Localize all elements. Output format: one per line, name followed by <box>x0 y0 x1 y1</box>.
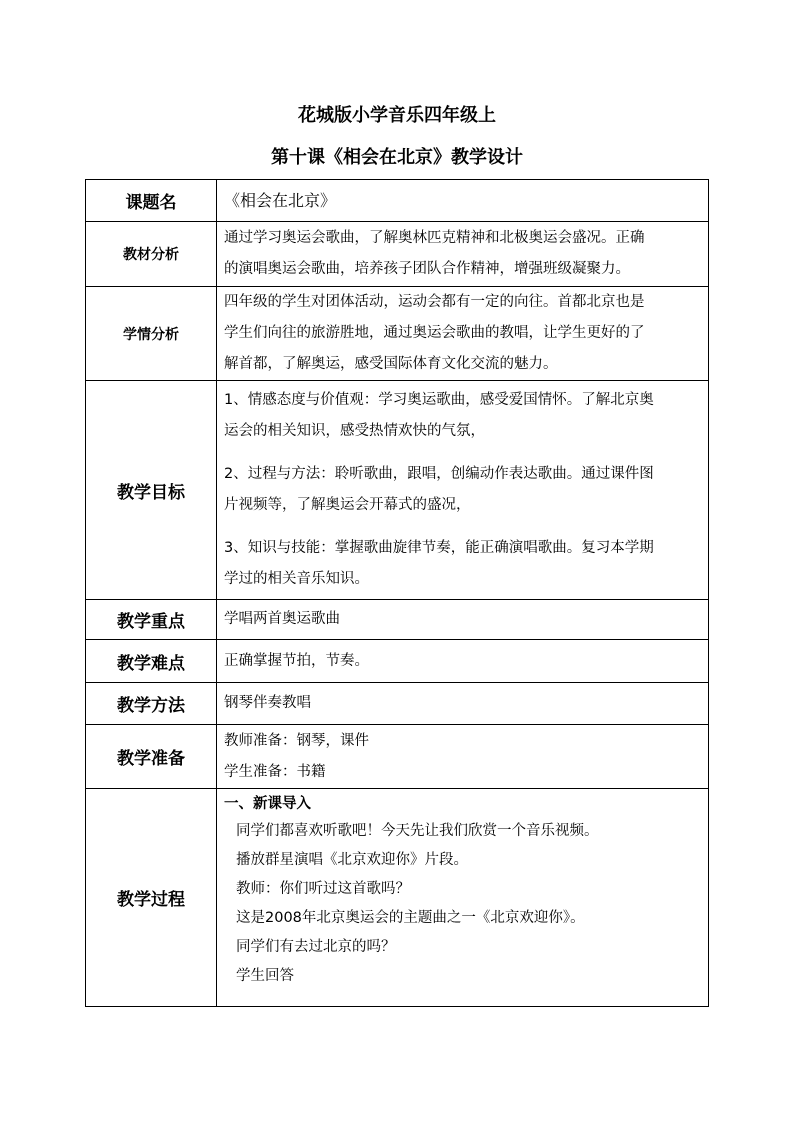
learners-value <box>217 287 709 381</box>
document-subtitle: 花城版小学音乐四年级上 <box>298 105 496 126</box>
process-label: 教学过程 <box>86 789 217 1007</box>
goal-line: 3、知识与技能：掌握歌曲旋律节奏，能正确演唱歌曲。复习本学期 <box>224 540 654 556</box>
topic-value: 《相会在北京》 <box>217 180 709 222</box>
prep-line: 学生准备：书籍 <box>224 763 326 780</box>
prep-value <box>217 725 709 789</box>
difficulty-label: 教学难点 <box>86 640 217 683</box>
difficulty-value: 正确掌握节拍，节奏。 <box>217 640 709 683</box>
goals-label: 教学目标 <box>86 381 217 600</box>
material-line: 通过学习奥运会歌曲，了解奥林匹克精神和北极奥运会盛况。正确 <box>224 230 645 246</box>
material-value <box>217 222 709 287</box>
goal-line: 运会的相关知识，感受热情欢快的气氛， <box>224 423 485 439</box>
material-line: 的演唱奥运会歌曲，培养孩子团队合作精神，增强班级凝聚力。 <box>224 261 630 277</box>
row-topic <box>86 180 709 222</box>
row-process <box>86 789 709 1007</box>
learners-line: 学生们向往的旅游胜地，通过奥运会歌曲的教唱，让学生更好的了 <box>224 325 645 341</box>
row-prep <box>86 725 709 789</box>
row-material <box>86 222 709 287</box>
process-line: 这是2008年北京奥运会的主题曲之一《北京欢迎你》。 <box>236 910 585 926</box>
row-learners <box>86 287 709 381</box>
document-title: 第十课《相会在北京》教学设计 <box>271 147 523 168</box>
process-line: 学生回答 <box>236 968 294 984</box>
keypoint-value: 学唱两首奥运歌曲 <box>217 600 709 640</box>
goal-line: 片视频等，了解奥运会开幕式的盛况， <box>224 497 471 513</box>
row-method <box>86 683 709 725</box>
prep-line: 教师准备：钢琴，课件 <box>224 732 369 749</box>
goals-value <box>217 381 709 600</box>
keypoint-label: 教学重点 <box>86 600 217 640</box>
material-label: 教材分析 <box>86 222 217 287</box>
learners-line: 解首都，了解奥运，感受国际体育文化交流的魅力。 <box>224 356 558 372</box>
method-value: 钢琴伴奏教唱 <box>217 683 709 725</box>
process-line: 同学们都喜欢听歌吧！今天先让我们欣赏一个音乐视频。 <box>236 823 599 839</box>
goal-line: 学过的相关音乐知识。 <box>224 571 369 587</box>
process-line: 教师：你们听过这首歌吗？ <box>236 881 410 897</box>
goal-line: 1、情感态度与价值观：学习奥运歌曲，感受爱国情怀。了解北京奥 <box>224 392 654 408</box>
learners-line: 四年级的学生对团体活动，运动会都有一定的向往。首都北京也是 <box>224 294 645 310</box>
prep-label: 教学准备 <box>86 725 217 789</box>
topic-label: 课题名 <box>86 180 217 222</box>
goal-line: 2、过程与方法：聆听歌曲，跟唱，创编动作表达歌曲。通过课件图 <box>224 466 654 482</box>
process-value <box>217 789 709 1007</box>
learners-label: 学情分析 <box>86 287 217 381</box>
row-goals <box>86 381 709 600</box>
process-line: 播放群星演唱《北京欢迎你》片段。 <box>236 852 468 868</box>
lesson-plan-table <box>85 179 709 1007</box>
process-line: 同学们有去过北京的吗？ <box>236 939 396 955</box>
row-keypoint <box>86 600 709 640</box>
row-difficulty <box>86 640 709 683</box>
process-heading: 一、新课导入 <box>224 796 311 812</box>
method-label: 教学方法 <box>86 683 217 725</box>
